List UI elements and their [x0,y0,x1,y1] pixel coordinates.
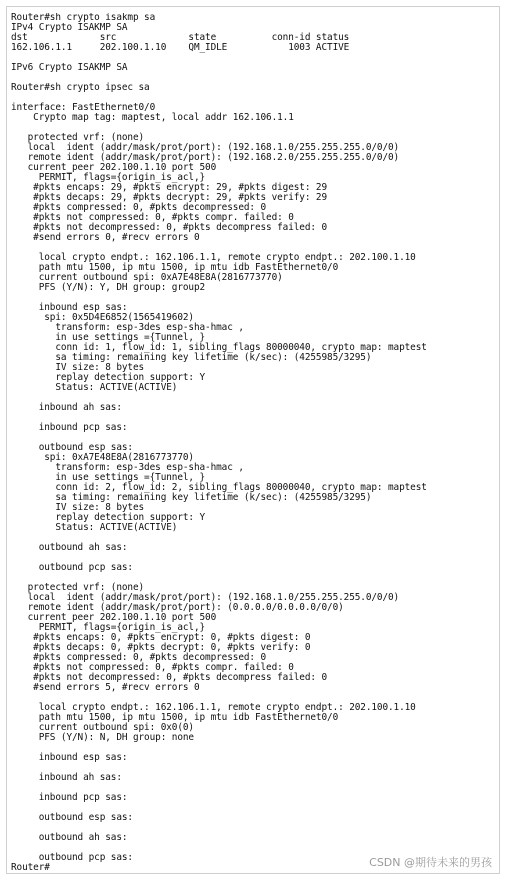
terminal-line: sa timing: remaining key lifetime (k/sec): (4255985/3295) [11,352,372,363]
terminal-line: #pkts not compressed: 0, #pkts compr. failed: 0 [11,212,294,223]
terminal-line: #pkts not compressed: 0, #pkts compr. failed: 0 [11,662,294,673]
terminal-line: PFS (Y/N): Y, DH group: group2 [11,282,206,293]
terminal-line: PFS (Y/N): N, DH group: none [11,732,194,743]
terminal-line: spi: 0xA7E48E8A(2816773770) [11,452,194,463]
terminal-line: outbound esp sas: [11,442,133,453]
terminal-line: Status: ACTIVE(ACTIVE) [11,382,178,393]
terminal-line: 162.106.1.1 202.100.1.10 QM_IDLE 1003 ACTIVE [11,42,350,53]
terminal-line: #pkts encaps: 0, #pkts encrypt: 0, #pkts digest: 0 [11,632,311,643]
terminal-line: in use settings ={Tunnel, } [11,332,206,343]
terminal-line: PERMIT, flags={origin_is_acl,} [11,622,206,633]
terminal-line: local ident (addr/mask/prot/port): (192.168.1.0/255.255.255.0/0/0) [11,592,400,603]
terminal-line: current outbound spi: 0xA7E48E8A(2816773770) [11,272,283,283]
terminal-line: #pkts decaps: 29, #pkts decrypt: 29, #pkts verify: 29 [11,192,328,203]
terminal-line: current_peer 202.100.1.10 port 500 [11,162,217,173]
terminal-line: current_peer 202.100.1.10 port 500 [11,612,217,623]
terminal-line: outbound pcp sas: [11,852,133,863]
terminal-line: interface: FastEthernet0/0 [11,102,156,113]
terminal-line: local ident (addr/mask/prot/port): (192.168.1.0/255.255.255.0/0/0) [11,142,400,153]
terminal-line: protected vrf: (none) [11,582,145,593]
terminal-line: #pkts encaps: 29, #pkts encrypt: 29, #pkts digest: 29 [11,182,328,193]
terminal-line: IV size: 8 bytes [11,502,145,513]
terminal-line: conn id: 1, flow_id: 1, sibling_flags 80000040, crypto map: maptest [11,342,427,353]
terminal-line: inbound ah sas: [11,772,122,783]
terminal-line: IV size: 8 bytes [11,362,145,373]
command-prompt: Router# [11,862,50,873]
terminal-line: #pkts compressed: 0, #pkts decompressed: 0 [11,652,267,663]
terminal-line: remote ident (addr/mask/prot/port): (0.0.0.0/0.0.0.0/0/0) [11,602,344,613]
terminal-line: conn id: 2, flow_id: 2, sibling_flags 80000040, crypto map: maptest [11,482,427,493]
terminal-line: sa timing: remaining key lifetime (k/sec): (4255985/3295) [11,492,372,503]
terminal-line: Status: ACTIVE(ACTIVE) [11,522,178,533]
terminal-line: transform: esp-3des esp-sha-hmac , [11,322,244,333]
terminal-line: remote ident (addr/mask/prot/port): (192.168.2.0/255.255.255.0/0/0) [11,152,400,163]
terminal-window[interactable] [6,6,500,874]
terminal-output [11,13,495,873]
terminal-line: dst src state conn-id status [11,32,350,43]
terminal-line: #pkts not decompressed: 0, #pkts decompress failed: 0 [11,222,328,233]
csdn-watermark: CSDN @期待未来的男孩 [369,856,492,869]
terminal-line: inbound pcp sas: [11,792,128,803]
terminal-line: PERMIT, flags={origin_is_acl,} [11,172,206,183]
terminal-line: outbound ah sas: [11,832,128,843]
terminal-line: inbound esp sas: [11,302,128,313]
terminal-line: Router#sh crypto isakmp sa [11,13,156,23]
terminal-line: replay detection support: Y [11,372,206,383]
terminal-line: inbound pcp sas: [11,422,128,433]
terminal-line: #pkts not decompressed: 0, #pkts decompress failed: 0 [11,672,328,683]
terminal-line: current outbound spi: 0x0(0) [11,722,194,733]
terminal-line: replay detection support: Y [11,512,206,523]
terminal-line: #send errors 5, #recv errors 0 [11,682,200,693]
terminal-line: IPv4 Crypto ISAKMP SA [11,22,128,33]
terminal-line: #send errors 0, #recv errors 0 [11,232,200,243]
terminal-line: Crypto map tag: maptest, local addr 162.106.1.1 [11,112,294,123]
terminal-line: path mtu 1500, ip mtu 1500, ip mtu idb FastEthernet0/0 [11,712,339,723]
terminal-line: #pkts compressed: 0, #pkts decompressed: 0 [11,202,267,213]
terminal-line: protected vrf: (none) [11,132,145,143]
terminal-line: local crypto endpt.: 162.106.1.1, remote crypto endpt.: 202.100.1.10 [11,252,416,263]
terminal-line: local crypto endpt.: 162.106.1.1, remote crypto endpt.: 202.100.1.10 [11,702,416,713]
terminal-line: in use settings ={Tunnel, } [11,472,206,483]
terminal-line: transform: esp-3des esp-sha-hmac , [11,462,244,473]
terminal-line: path mtu 1500, ip mtu 1500, ip mtu idb FastEthernet0/0 [11,262,339,273]
terminal-line: inbound ah sas: [11,402,122,413]
terminal-line: IPv6 Crypto ISAKMP SA [11,62,128,73]
terminal-line: inbound esp sas: [11,752,128,763]
terminal-line: outbound ah sas: [11,542,128,553]
terminal-line: Router#sh crypto ipsec sa [11,82,150,93]
terminal-line: outbound esp sas: [11,812,133,823]
terminal-line: outbound pcp sas: [11,562,133,573]
terminal-line: spi: 0x5D4E6852(1565419602) [11,312,194,323]
terminal-line: #pkts decaps: 0, #pkts decrypt: 0, #pkts verify: 0 [11,642,311,653]
